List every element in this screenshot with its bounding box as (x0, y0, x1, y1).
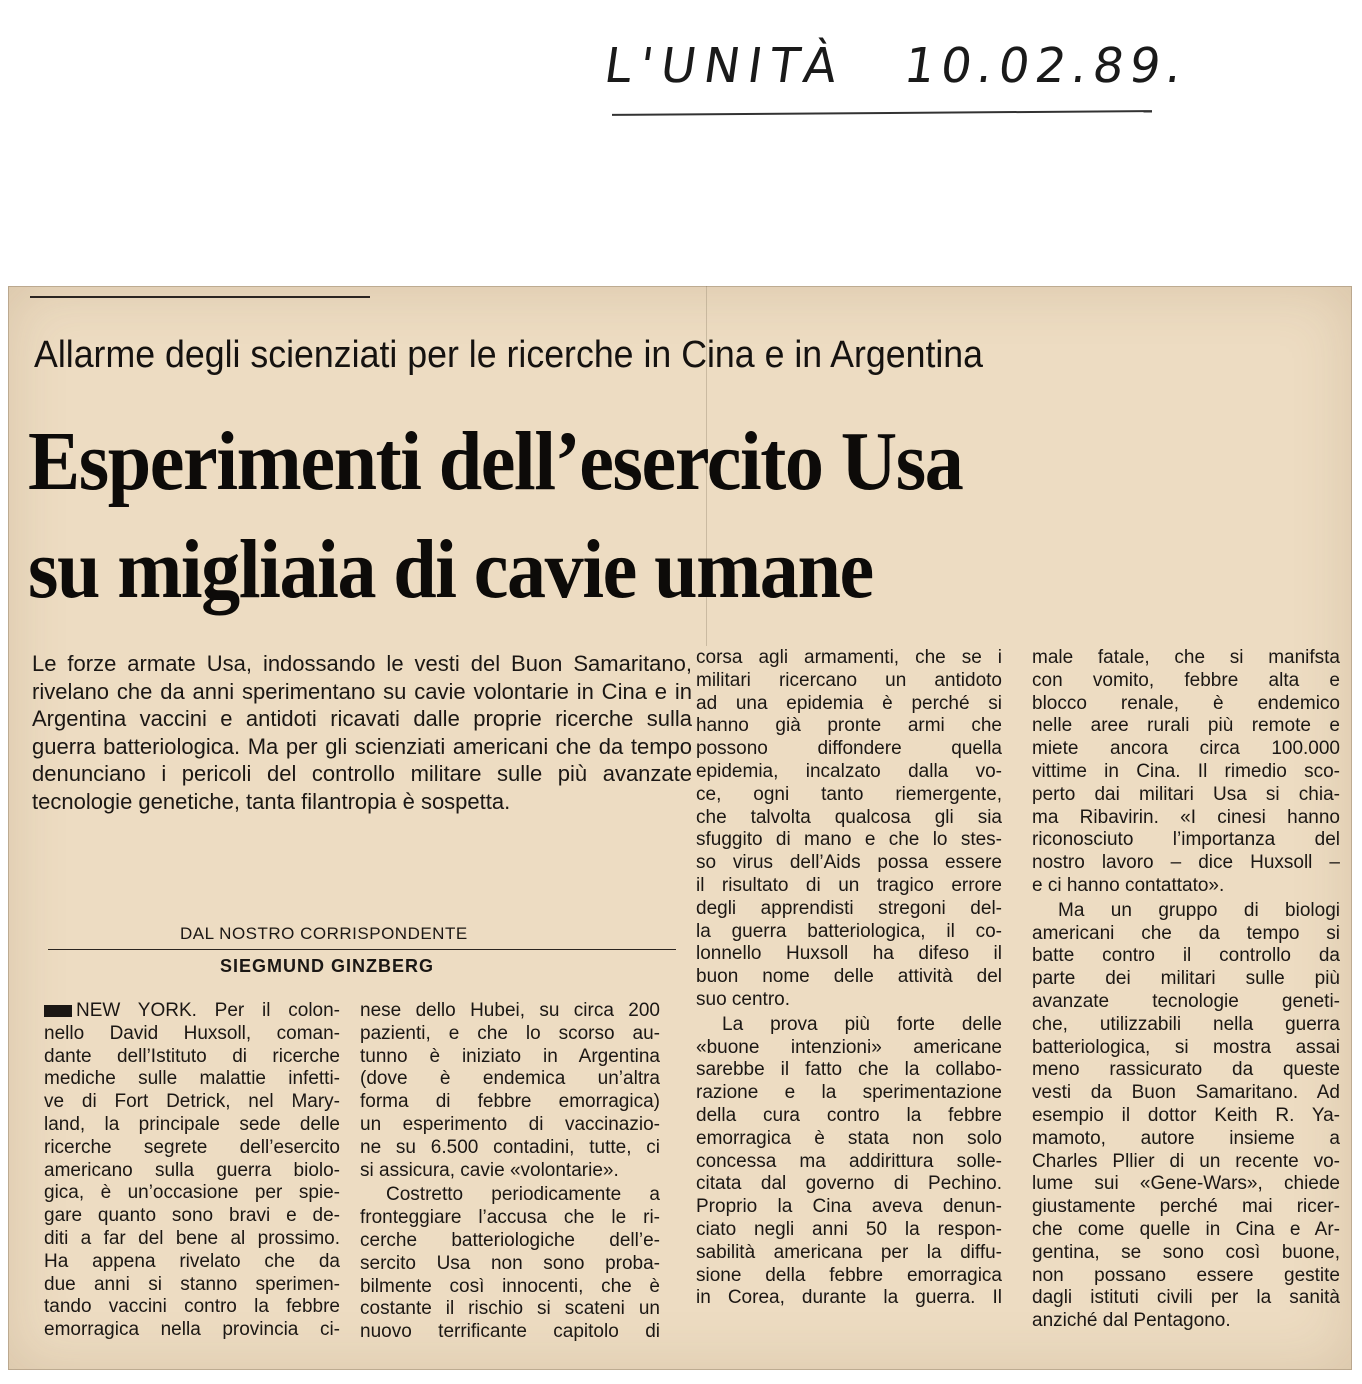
article-line: razione e la sperimentazione (696, 1082, 1002, 1104)
article-line: sabilità americana per la diffu- (696, 1241, 1002, 1263)
article-line: sione della febbre emorragica (696, 1264, 1002, 1286)
article-line: che come quelle in Cina e Ar- (1032, 1218, 1340, 1240)
article-line: non possano essere gestite (1032, 1264, 1340, 1286)
article-line: si assicura, cavie «volontarie». (360, 1159, 619, 1181)
article-line: americani che da tempo si (1032, 922, 1340, 944)
article-line: il risultato di un tragico errore (696, 874, 1002, 896)
article-paragraph (360, 1184, 660, 1344)
article-line: forma di febbre emorragica) (360, 1091, 660, 1113)
article-line: vesti da Buon Samaritano. Ad (1032, 1082, 1340, 1104)
article-line: parte dei militari sulle più (1032, 968, 1340, 990)
article-line: ricerche segrete dell’esercito (44, 1136, 340, 1158)
article-line: suo centro. (696, 988, 790, 1010)
article-line: militari ricercano un antidoto (696, 669, 1002, 691)
article-line: «buone intenzioni» americane (696, 1036, 1002, 1058)
article-line: emorragica è stata non solo (696, 1127, 1002, 1149)
article-line: ma Ribavirin. «I cinesi hanno (1032, 806, 1340, 828)
article-line: sfuggito di mano e che lo stes- (696, 829, 1002, 851)
correspondent-label: DAL NOSTRO CORRISPONDENTE (180, 924, 468, 943)
article-line: diti a far del bene al prossimo. (44, 1227, 340, 1249)
article-line: due anni si stanno sperimen- (44, 1273, 340, 1295)
article-line: miete ancora circa 100.000 (1032, 738, 1340, 760)
article-line: ce, ogni tanto riemergente, (696, 783, 1002, 805)
note-publication: L'UNITÀ (601, 38, 849, 94)
article-line: costante il rischio si scateni un (360, 1298, 660, 1320)
article-column-2 (360, 1000, 660, 1344)
article-line: gica, è un’occasione per spie- (44, 1182, 340, 1204)
article-column-3 (696, 647, 1002, 1310)
article-line: ciato negli anni 50 la respon- (696, 1218, 1002, 1240)
article-line: anziché dal Pentagono. (1032, 1310, 1231, 1332)
newspaper-clipping (8, 286, 1352, 1370)
article-line: giustamente perché mai ricer- (1032, 1196, 1340, 1218)
article-line: nostro lavoro – dice Huxsoll – (1032, 852, 1340, 874)
author-byline: SIEGMUND GINZBERG (220, 956, 435, 976)
article-column-1 (44, 1000, 340, 1342)
article-line: male fatale, che si manifsta (1032, 647, 1340, 668)
article-line: hanno già pronte armi che (696, 715, 1002, 737)
article-line: meno rassicurato da queste (1032, 1059, 1340, 1081)
article-line: (dove è endemica un’altra (360, 1068, 660, 1090)
article-line: in Corea, durante la guerra. Il (696, 1287, 1002, 1309)
article-line: tando vaccini contro la febbre (44, 1296, 340, 1318)
article-line: vittime in Cina. Il rimedio sco- (1032, 760, 1340, 782)
article-line: gentina, se sono così buone, (1032, 1241, 1340, 1263)
article-line: ne su 6.500 contadini, tutte, ci (360, 1136, 660, 1158)
article-line: gare quanto sono bravi e de- (44, 1205, 340, 1227)
article-paragraph (360, 1000, 660, 1182)
article-line: degli apprendisti stregoni del- (696, 897, 1002, 919)
top-rule (30, 296, 370, 298)
headline-line: su migliaia di cavie umane (28, 523, 873, 616)
article-line: con vomito, febbre alta e (1032, 669, 1340, 691)
article-line: tunno è iniziato in Argentina (360, 1045, 660, 1067)
article-line: un esperimento di vaccinazio- (360, 1113, 660, 1135)
article-line: pazienti, e che lo scorso au- (360, 1022, 660, 1044)
article-paragraph (44, 1000, 340, 1342)
article-line: nelle aree rurali più remote e (1032, 715, 1340, 737)
headline-line: Esperimenti dell’esercito Usa (28, 415, 963, 508)
article-line: so virus dell’Aids possa essere (696, 852, 1002, 874)
subheadline: Allarme degli scienziati per le ricerche in Cina e in Argentina (34, 334, 984, 376)
article-line: Proprio la Cina aveva denun- (696, 1196, 1002, 1218)
article-paragraph (1032, 647, 1340, 898)
article-line: dagli istituti civili per la sanità (1032, 1287, 1340, 1309)
article-line: land, la principale sede delle (44, 1113, 340, 1135)
article-paragraph (1032, 900, 1340, 1333)
article-line: possono diffondere quella (696, 738, 1002, 760)
headline (28, 408, 962, 624)
article-line: batte contro il controllo da (1032, 945, 1340, 967)
article-line: batteriologica, si mostra assai (1032, 1036, 1340, 1058)
article-line: che talvolta qualcosa gli sia (696, 806, 1002, 828)
article-line: ve di Fort Detrick, nel Mary- (44, 1091, 340, 1113)
article-line: fronteggiare l’accusa che le ri- (360, 1207, 660, 1229)
article-line: La prova più forte delle (722, 1013, 1002, 1035)
article-line: mamoto, autore insieme a (1032, 1127, 1340, 1149)
article-line: concessa ma addirittura solle- (696, 1150, 1002, 1172)
article-line: corsa agli armamenti, che se i (696, 647, 1002, 668)
article-line: Charles Pllier di un recente vo- (1032, 1150, 1340, 1172)
article-line (44, 1000, 340, 1023)
article-line: lonnello Huxsoll ha difeso il (696, 943, 1002, 965)
article-line: emorragica nella provincia ci- (44, 1319, 340, 1341)
article-line: della cura contro la febbre (696, 1104, 1002, 1126)
article-paragraph (696, 647, 1002, 1012)
article-line: dante dell’Istituto di ricerche (44, 1045, 340, 1067)
article-line: che, utilizzabili nella guerra (1032, 1013, 1340, 1035)
article-line: nuovo terrificante capitolo di (360, 1321, 660, 1343)
dateline-text: NEW YORK. Per il colon- (76, 1000, 340, 1021)
article-line: perto dai militari Usa si chia- (1032, 783, 1340, 805)
article-line: sercito Usa non sono proba- (360, 1252, 660, 1274)
article-line: cerche batteriologiche dell’e- (360, 1229, 660, 1251)
article-line: nese dello Hubei, su circa 200 (360, 1000, 660, 1021)
note-date: 10.02.89. (900, 38, 1192, 94)
article-line: blocco renale, è endemico (1032, 692, 1340, 714)
article-line: esempio il dottor Keith R. Ya- (1032, 1104, 1340, 1126)
article-line: americano sulla guerra biolo- (44, 1159, 340, 1181)
article-line: bilmente così innocenti, che è (360, 1275, 660, 1297)
article-line: la guerra batteriologica, il co- (696, 920, 1002, 942)
article-line: riconosciuto l’importanza del (1032, 829, 1340, 851)
article-line: epidemia, incalzato dalla vo- (696, 760, 1002, 782)
lead-paragraph: Le forze armate Usa, indossando le vesti del Buon Samaritano, rivelano che da anni sperimentano su cavie volontarie in Cina e in Argentina vaccini e antidoti ricavati dalle proprie ricerche sulla guerra batteriologica. Ma per gli scienziati americani che da tempo denunciano i pericoli del controllo militare sulle più avanzate tecnologie genetiche, tanta filantropia è sospetta. (32, 651, 692, 814)
article-paragraph (696, 1014, 1002, 1310)
article-column-4 (1032, 647, 1340, 1333)
article-line: sarebbe il fatto che la collabo- (696, 1059, 1002, 1081)
article-line: avanzate tecnologie geneti- (1032, 990, 1340, 1012)
handwritten-note (601, 38, 1191, 94)
dateline-marker (44, 1005, 72, 1017)
article-line: Ma un gruppo di biologi (1058, 899, 1340, 921)
article-line: buon nome delle attività del (696, 966, 1002, 988)
article-line: Costretto periodicamente a (386, 1184, 660, 1206)
article-line: mediche sulle malattie infetti- (44, 1068, 340, 1090)
note-underline (612, 110, 1152, 116)
article-line: citata dal governo di Pechino. (696, 1173, 1002, 1195)
byline-rule (48, 949, 676, 950)
article-line: e ci hanno contattato». (1032, 874, 1225, 896)
article-line: ad una epidemia è perché si (696, 692, 1002, 714)
article-line: Ha appena rivelato che da (44, 1250, 340, 1272)
article-line: nello David Huxsoll, coman- (44, 1022, 340, 1044)
article-line: lume sui «Gene-Wars», chiede (1032, 1173, 1340, 1195)
